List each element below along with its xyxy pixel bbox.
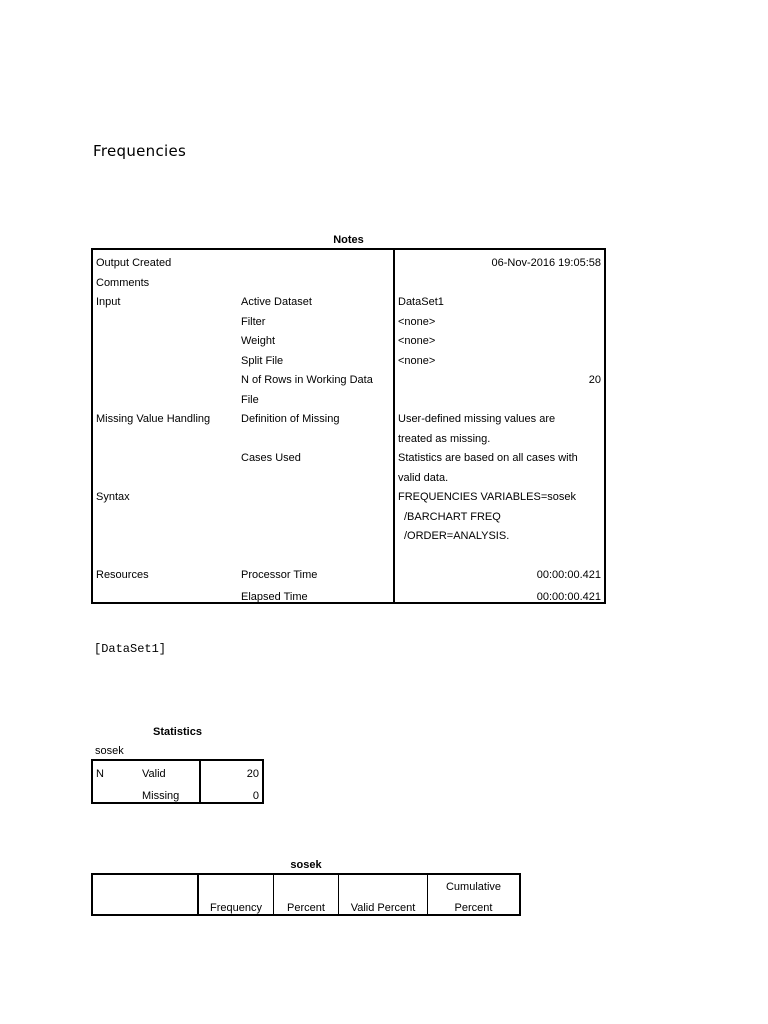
syntax-line-3: /ORDER=ANALYSIS. — [404, 530, 510, 542]
elapsed-time-label: Elapsed Time — [241, 591, 308, 603]
cumulative-percent-header: Cumulative — [445, 881, 502, 893]
weight-label: Weight — [241, 335, 276, 347]
n-label: N — [96, 768, 104, 780]
cases-used-label: Cases Used — [241, 452, 301, 464]
definition-of-missing-value-cont: treated as missing. — [398, 433, 491, 445]
input-label: Input — [96, 296, 121, 308]
column-divider — [199, 761, 201, 802]
statistics-variable-label: sosek — [95, 745, 124, 757]
processor-time-label: Processor Time — [241, 569, 318, 581]
statistics-table — [91, 759, 264, 804]
valid-percent-header: Valid Percent — [350, 902, 416, 914]
syntax-line-2: /BARCHART FREQ — [404, 511, 501, 523]
missing-value-handling-label: Missing Value Handling — [96, 413, 211, 425]
dataset-label: [DataSet1] — [94, 642, 167, 656]
split-file-label: Split File — [241, 355, 284, 367]
missing-value: 0 — [252, 790, 259, 802]
resources-label: Resources — [96, 569, 149, 581]
valid-label: Valid — [142, 768, 166, 780]
syntax-label: Syntax — [96, 491, 130, 503]
statistics-caption: Statistics — [153, 726, 202, 738]
n-rows-label: N of Rows in Working Data — [241, 374, 373, 386]
comments-label: Comments — [96, 277, 150, 289]
cumulative-percent-header-cont: Percent — [454, 902, 493, 914]
split-file-value: <none> — [398, 355, 436, 367]
n-rows-label-cont: File — [241, 394, 259, 406]
syntax-line-1: FREQUENCIES VARIABLES=sosek — [398, 491, 576, 503]
frequency-header: Frequency — [210, 902, 262, 914]
sosek-table — [91, 873, 521, 916]
valid-value: 20 — [246, 768, 259, 780]
active-dataset-value: DataSet1 — [398, 296, 444, 308]
filter-label: Filter — [241, 316, 266, 328]
cases-used-value-cont: valid data. — [398, 472, 449, 484]
filter-value: <none> — [398, 316, 436, 328]
n-rows-value: 20 — [588, 374, 601, 386]
sosek-caption: sosek — [290, 859, 322, 871]
missing-label: Missing — [142, 790, 180, 802]
elapsed-time-value: 00:00:00.421 — [536, 591, 601, 603]
notes-table — [91, 248, 606, 604]
weight-value: <none> — [398, 335, 436, 347]
output-created-label: Output Created — [96, 257, 172, 269]
processor-time-value: 00:00:00.421 — [536, 569, 601, 581]
percent-header: Percent — [287, 902, 325, 914]
definition-of-missing-value: User-defined missing values are — [398, 413, 556, 425]
active-dataset-label: Active Dataset — [241, 296, 312, 308]
page-title: Frequencies — [93, 142, 187, 160]
cases-used-value: Statistics are based on all cases with — [398, 452, 578, 464]
definition-of-missing-label: Definition of Missing — [241, 413, 340, 425]
column-divider — [393, 250, 395, 602]
notes-caption: Notes — [333, 234, 364, 246]
output-created-value: 06-Nov-2016 19:05:58 — [491, 257, 601, 269]
